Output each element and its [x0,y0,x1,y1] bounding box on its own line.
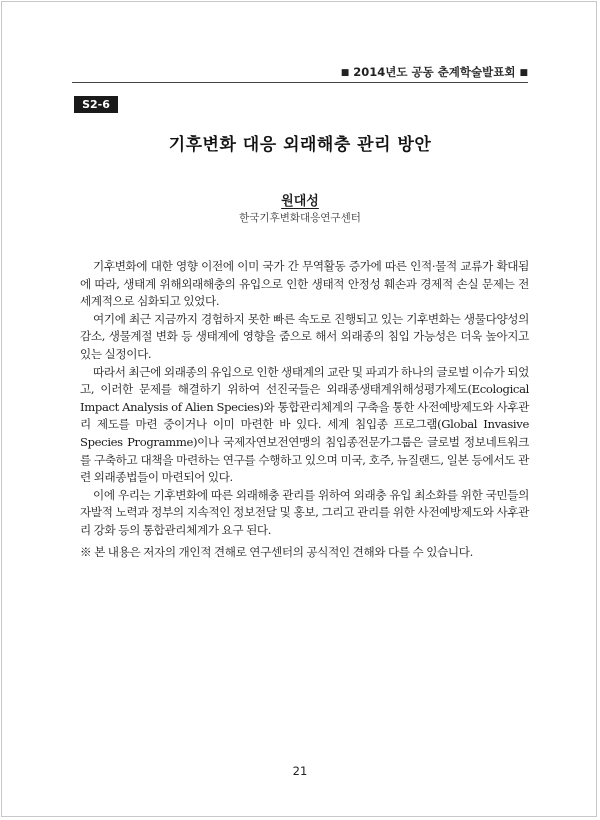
header-rule [72,82,528,83]
session-tag: S2-6 [74,96,118,113]
page-number: 21 [292,764,308,778]
header-marker-right: ■ [519,68,528,78]
body-text [80,258,529,540]
running-header [72,64,528,80]
paragraph-3: 따라서 최근에 외래종의 유입으로 인한 생태계의 교란 및 파괴가 하나의 글로벌 이슈가 되었고, 이러한 문제를 해결하기 위하여 선진국들은 외래종생태계위해성평가제도(Ecological Impact Analysis of Alien Species)와 통합관리체계의 구축을 통한 사전예방제도와 사후관리 제도를 마련 중이거나 이미 마련한 바 있다. 세계 침입종 프로그램(Global Invasive Species Programme)이나 국제자연보전연맹의 침입종전문가그룹은 글로벌 정보네트워크를 구축하고 대책을 마련하는 연구를 수행하고 있으며 미국, 호주, 뉴질랜드, 일본 등에서도 관련 외래종법들이 마련되어 있다. [80,364,529,485]
author-name: 원대성 [281,194,319,209]
header-marker-left: ■ [340,68,350,78]
disclaimer-note: ※ 본 내용은 저자의 개인적 견해로 연구센터의 공식적인 견해와 다를 수 있습니다. [80,545,473,559]
paragraph-4: 이에 우리는 기후변화에 따른 외래해충 관리를 위하여 외래충 유입 최소화를 위한 국민들의 자발적 노력과 정부의 지속적인 정보전달 및 홍보, 그리고 관리를 위한 사전예방제도와 사후관리 강화 등의 통합관리체계가 요구 된다. [80,487,529,537]
author-affiliation: 한국기후변화대응연구센터 [239,212,361,224]
paragraph-1: 기후변화에 대한 영향 이전에 이미 국가 간 무역활동 증가에 따른 인적·물적 교류가 확대됨에 따라, 생태계 위해외래해충의 유입으로 인한 생태적 안정성 훼손과 경제적 손실 문제는 전 세계적으로 심화되고 있었다. [80,259,529,309]
author [72,190,528,209]
conference-name: 2014년도 공동 춘계학술발표회 [353,65,516,79]
paper-title: 기후변화 대응 외래해충 관리 방안 [168,135,432,155]
paragraph-2: 여기에 최근 지금까지 경험하지 못한 빠른 속도로 진행되고 있는 기후변화는 생물다양성의 감소, 생물계절 변화 등 생태계에 영향을 줌으로 해서 외래종의 침입 가능성은 더욱 높아지고 있는 실정이다. [80,311,529,361]
